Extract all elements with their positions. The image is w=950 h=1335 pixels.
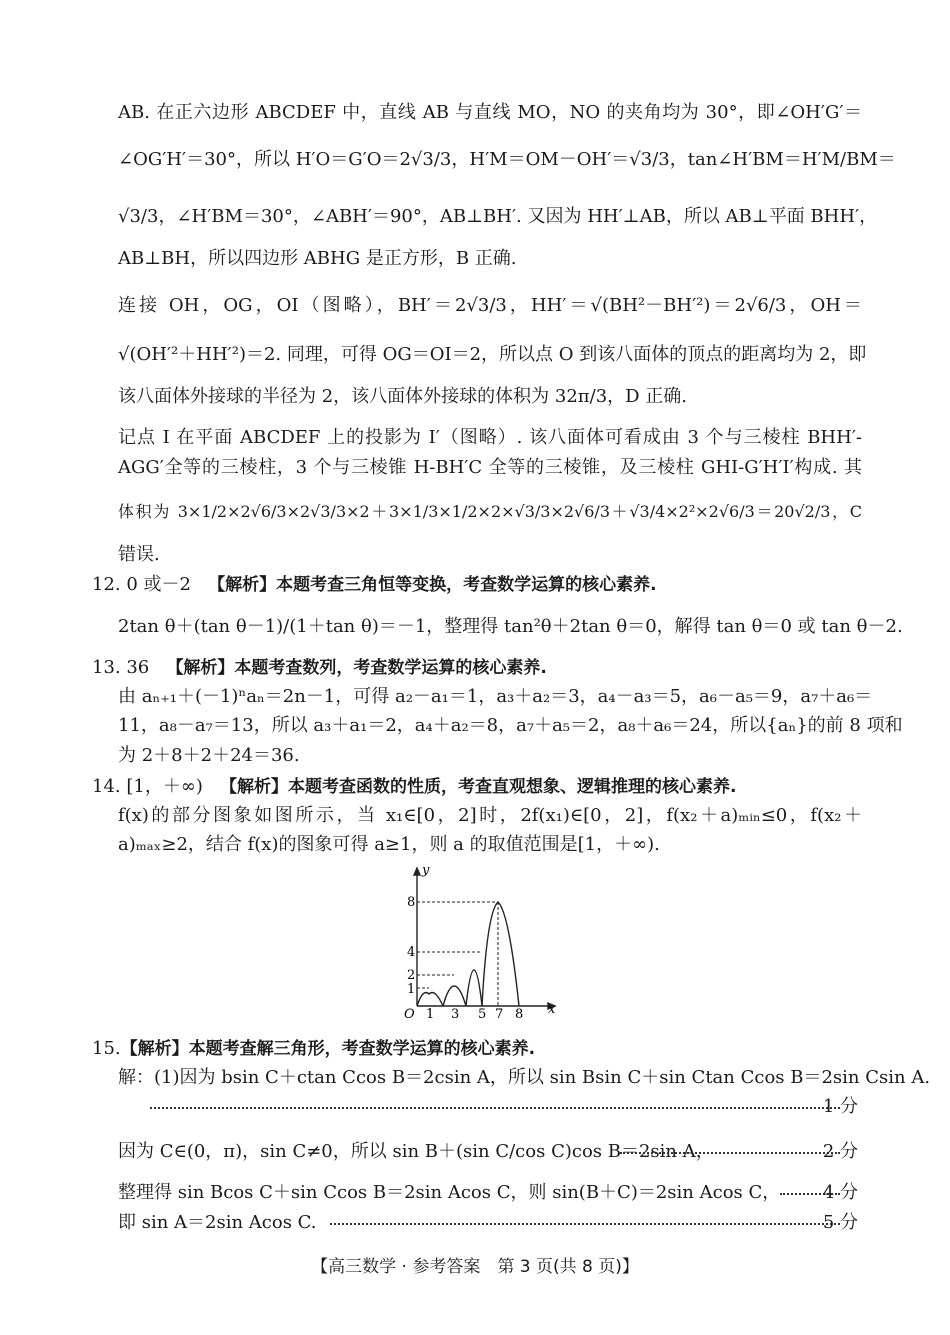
question-13-body-3: 为 2＋8＋2＋24＝36. <box>118 745 300 766</box>
score-leader-1 <box>150 1093 840 1109</box>
text-line-4: AB⊥BH，所以四边形 ABHG 是正方形，B 正确. <box>118 248 517 269</box>
question-14-header <box>92 775 862 799</box>
question-14-body-1: f(x)的部分图象如图所示，当 x₁∈[0，2]时，2f(x₁)∈[0，2]，f(x₂＋a)ₘᵢₙ≤0，f(x₂＋ <box>118 805 862 826</box>
question-14-body-2: a)ₘₐₓ≥2，结合 f(x)的图象可得 a≥1，则 a 的取值范围是[1，＋∞). <box>118 834 660 855</box>
y-tick-8: 8 <box>407 895 416 910</box>
question-15-body-1: 解：(1)因为 bsin C＋ctan Ccos B＝2csin A，所以 sin Bsin C＋sin Ctan Ccos B＝2sin Csin A. <box>118 1067 931 1088</box>
y-axis-arrow-icon <box>414 868 420 875</box>
x-tick-1: 1 <box>426 1007 435 1022</box>
score-leader-4 <box>330 1209 840 1225</box>
y-axis-label: y <box>422 863 430 878</box>
question-15-header <box>92 1037 862 1061</box>
question-12-analysis-tag: 【解析】本题考查三角恒等变换，考查数学运算的核心素养. <box>208 575 657 595</box>
page-footer: 【高三数学 · 参考答案 第 3 页(共 8 页)】 <box>311 1257 639 1277</box>
origin-label: O <box>404 1007 415 1022</box>
question-13-analysis-tag: 【解析】本题考查数列，考查数学运算的核心素养. <box>166 658 547 678</box>
score-2: 2 分 <box>822 1141 858 1162</box>
text-line-1: AB. 在正六边形 ABCDEF 中，直线 AB 与直线 MO，NO 的夹角均为 30°，即∠OH′G′＝ <box>118 102 862 123</box>
x-tick-3: 3 <box>451 1007 460 1022</box>
question-15-analysis-tag: 【解析】本题考查解三角形，考查数学运算的核心素养. <box>120 1039 536 1059</box>
function-graph <box>395 862 565 1022</box>
question-13-answer: 13. 36 <box>92 657 150 678</box>
question-14-analysis-tag: 【解析】本题考查函数的性质，考查直观想象、逻辑推理的核心素养. <box>220 777 737 797</box>
text-line-8: 记点 I 在平面 ABCDEF 上的投影为 I′（图略）. 该八面体可看成由 3 个与三棱柱 BHH′- <box>118 427 862 448</box>
y-tick-4: 4 <box>407 945 416 960</box>
score-leader-2 <box>620 1138 840 1154</box>
text-line-3: √3/3，∠H′BM＝30°，∠ABH′＝90°，AB⊥BH′. 又因为 HH′⊥AB，所以 AB⊥平面 BHH′， <box>118 206 878 227</box>
question-14-answer: 14. [1，＋∞) <box>92 776 203 797</box>
question-12-answer: 12. 0 或－2 <box>92 574 191 595</box>
y-tick-2: 2 <box>407 968 416 983</box>
score-1: 1 分 <box>822 1096 858 1117</box>
score-4: 5 分 <box>822 1212 858 1233</box>
question-15-body-2: 因为 C∈(0，π)，sin C≠0，所以 sin B＋(sin C/cos C)cos B＝2sin A， <box>118 1141 714 1162</box>
text-line-9: AGG′全等的三棱柱，3 个与三棱锥 H-BH′C 全等的三棱锥，及三棱柱 GHI-G′H′I′构成. 其 <box>118 457 862 478</box>
y-tick-1: 1 <box>407 982 416 997</box>
text-line-10: 体积为 3×1/2×2√6/3×2√3/3×2＋3×1/3×1/2×2×√3/3×2√6/3＋√3/4×2²×2√6/3＝20√2/3，C <box>118 502 862 521</box>
curve-segment-2 <box>443 986 466 1006</box>
x-tick-8: 8 <box>515 1007 524 1022</box>
score-3: 4 分 <box>822 1182 858 1203</box>
question-15-number: 15. <box>92 1038 121 1059</box>
question-12-header <box>92 573 862 597</box>
curve-segment-4 <box>482 902 519 1006</box>
text-line-5: 连接 OH，OG，OI（图略），BH′＝2√3/3，HH′＝√(BH²－BH′²)＝2√6/3，OH＝ <box>118 295 862 316</box>
x-tick-7: 7 <box>495 1007 504 1022</box>
curve-segment-1 <box>417 993 443 1007</box>
text-line-2: ∠OG′H′＝30°，所以 H′O＝G′O＝2√3/3，H′M＝OM－OH′＝√3/3，tan∠H′BM＝H′M/BM＝ <box>118 149 896 170</box>
x-axis-label: x <box>548 1002 556 1017</box>
text-line-11: 错误. <box>118 544 160 565</box>
question-13-body-2: 11，a₈－a₇＝13，所以 a₃＋a₁＝2，a₄＋a₂＝8，a₇＋a₅＝2，a₈＋a₆＝24，所以{aₙ}的前 8 项和 <box>118 715 903 736</box>
curve-segment-3 <box>466 970 482 1006</box>
question-13-header <box>92 656 862 680</box>
question-12-body: 2tan θ＋(tan θ－1)/(1＋tan θ)＝－1，整理得 tan²θ＋2tan θ＝0，解得 tan θ＝0 或 tan θ－2. <box>118 616 903 637</box>
text-line-7: 该八面体外接球的半径为 2，该八面体外接球的体积为 32π/3，D 正确. <box>118 386 688 407</box>
question-15-body-4: 即 sin A＝2sin Acos C. <box>118 1212 317 1233</box>
question-13-body-1: 由 aₙ₊₁＋(－1)ⁿaₙ＝2n－1，可得 a₂－a₁＝1，a₃＋a₂＝3，a₄－a₃＝5，a₆－a₅＝9，a₇＋a₆＝ <box>118 686 873 707</box>
text-line-6: √(OH′²＋HH′²)＝2. 同理，可得 OG＝OI＝2，所以点 O 到该八面体的顶点的距离均为 2，即 <box>118 344 867 365</box>
x-tick-5: 5 <box>478 1007 487 1022</box>
question-15-body-3: 整理得 sin Bcos C＋sin Ccos B＝2sin Acos C，则 sin(B＋C)＝2sin Acos C， <box>118 1182 781 1203</box>
